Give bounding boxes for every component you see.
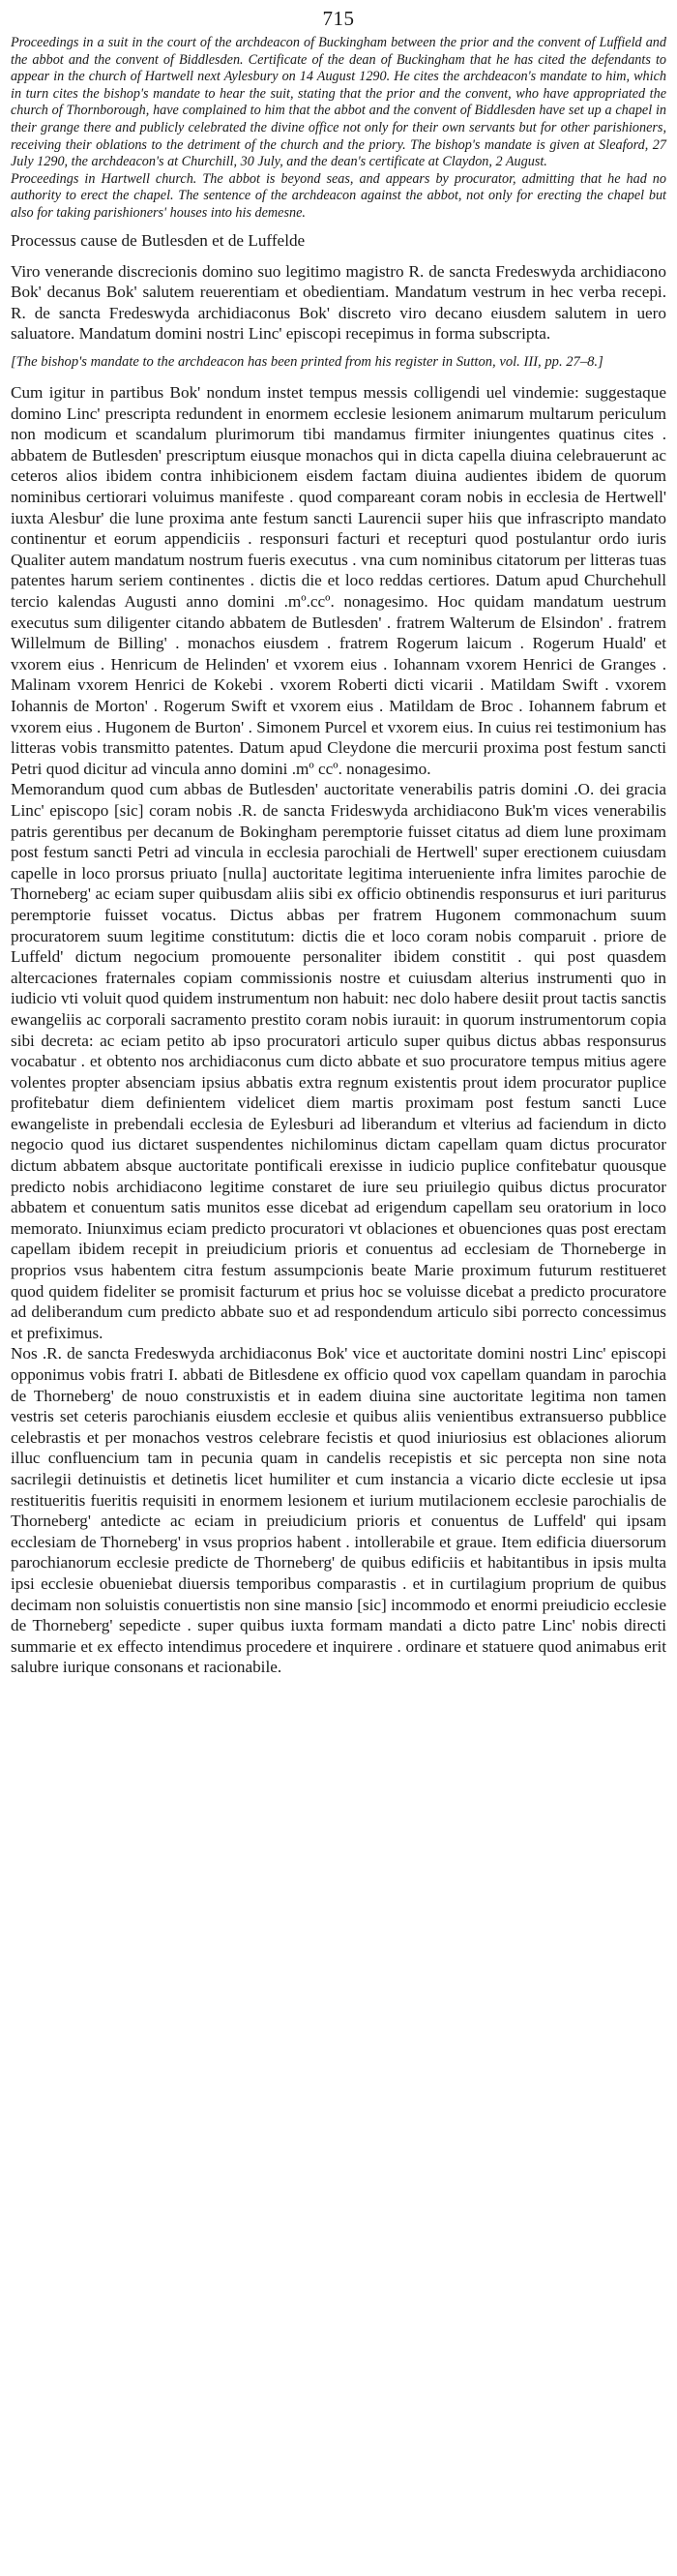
body-paragraph-1: Cum igitur in partibus Bok' nondum instet tempus messis colligendi uel vindemie: suggestaque domino Linc' prescripta redundent in enormem ecclesie lesionem animarum multarum periculum non modicum et scandalum plurimorum tibi mandamus firmiter iniungentes quatinus cites . abbatem de Butlesden' prescriptum eiusque monachos qui in dicta capella diuina celebrauerunt ac ceteros alios ibidem contra inhibicionem eisdem factam diuina audientes ibidem de quorum nominibus certiorari voluimus manifeste . quod compareant coram nobis in ecclesia de Hertwell' iuxta Alesbur' die lune proxima ante festum sancti Laurencii super hiis que infrascripto mandato continentur et eorum appendiciis . responsuri facturi et recepturi quod postulantur ordo iuris Qualiter autem mandatum nostrum fueris executus . vna cum nominibus citatorum per litteras tuas patentes harum seriem continentes . dictis die et loco reddas certiores. Datum apud Churchehull tercio kalendas Augusti anno domini .mº.ccº. nonagesimo. Hoc quidam mandatum uestrum executus sum diligenter citando abbatem de Butlesden' . fratrem Walterum de Elsindon' . fratrem Willelmum de Billing' . monachos eiusdem . fratrem Rogerum laicum . Rogerum Huald' et vxorem eius . Henricum de Helinden' et vxorem eius . Iohannam vxorem Henrici de Granges . Malinam vxorem Henrici de Kokebi . vxorem Roberti dicti vicarii . Matildam Swift . vxorem Iohannis de Morton' . Rogerum Swift et vxorem eius . Matildam de Broc . Iohannem fabrum et vxorem eius . Hugonem de Burton' . Simonem Purcel et vxorem eius. In cuius rei testimonium has litteras vobis transmitto patentes. Datum apud Cleydone die mercurii proxima post festum sancti Petri quod dicitur ad vincula anno domini .mº ccº. nonagesimo. [11, 383, 666, 778]
opening-paragraph: Viro venerande discrecionis domino suo legitimo magistro R. de sancta Fredeswyda archidiacono Bok' decanus Bok' salutem reuerentiam et obedientiam. Mandatum vestrum in hec verba recepi. R. de sancta Fredeswyda archidiaconus Bok' discreto viro decano eiusdem salutem in uero saluatore. Mandatum domini nostri Linc' episcopi recepimus in forma subscripta. [11, 261, 666, 344]
page-number: 715 [322, 7, 355, 30]
editorial-note: [The bishop's mandate to the archdeacon has been printed from his register in Sutton, vol. III, pp. 27–8.] [11, 353, 603, 370]
body-paragraph-3: Nos .R. de sancta Fredeswyda archidiaconus Bok' vice et auctoritate domini nostri Linc' episcopi opponimus vobis fratri I. abbati de Bitlesdene ex officio quod vox capellam quandam in parochia de Thorneberg' de nouo construxistis et in eadem diuina sine auctoritate legitima non tamen vestris set ceteris parochianis eiusdem ecclesie et quibus aliis venientibus extransuerso pubblice celebrastis et per monachos vestros celebrare fecistis et quod iniuriosius est oblaciones aliorum illuc confluencium tam in pecunia quam in candelis recepistis et sic percepta non sine nota sacrilegii detinuistis et detinetis licet humiliter et cum instancia a vicario dicte ecclesie ut ipsa restitueritis fueritis requisiti in enormem lesionem et iurium mutilacionem ecclesie parochialis de Thorneberg' antedicte ac eciam in preiudicium prioris et conuentus de Luffeld' qui ipsam ecclesiam de Thorneberg' in vsus proprios habent . intollerabile et graue. Item edificia diuersorum parochianorum ecclesie predicte de Thorneberg' de quibus edificiis et habitantibus in ipsis multa ipsi ecclesie obueniebat diuersis temporibus comparastis . et in curtilagium proprium de quibus decimam non soluistis conuertistis non sine mansio [sic] incommodo et enormi preiudicio ecclesie de Thorneberg' sepedicte . super quibus iuxta formam mandati a dicto patre Linc' nobis directi summarie et ex effecto intendimus procedere et inquirere . ordinare et statuere quod animabus erit salubre iurique consonans et racionabile. [11, 1344, 666, 1677]
summary-paragraph-2: Proceedings in Hartwell church. The abbot is beyond seas, and appears by procurator, admitting that he had no authority to erect the chapel. The sentence of the archdeacon against the abbot, not only for erecting the chapel but also for taking parishioners' houses into his demesne. [11, 170, 666, 221]
summary-paragraph-1: Proceedings in a suit in the court of the archdeacon of Buckingham between the prior and the convent of Luffield and the abbot and the convent of Biddlesden. Certificate of the dean of Buckingham that he has cited the defendants to appear in the church of Hartwell next Aylesbury on 14 August 1290. He cites the archdeacon's mandate to him, which in turn cites the bishop's mandate to hear the suit, stating that the prior and the convent, who have appropriated the church of Thornborough, have complained to him that the abbot and the convent of Biddlesden have set up a chapel in their grange there and publicly celebrated the divine office not only for their own servants but for other parishioners, receiving their oblations to the detriment of the church and the priory. The bishop's mandate is given at Sleaford, 27 July 1290, the archdeacon's at Churchill, 30 July, and the dean's certificate at Claydon, 2 August. [11, 35, 666, 170]
section-title: Processus cause de Butlesden et de Luffelde [11, 230, 306, 250]
summary-block [11, 35, 666, 223]
body-paragraph-2: Memorandum quod cum abbas de Butlesden' auctoritate venerabilis patris domini .O. dei gracia Linc' episcopo [sic] coram nobis .R. de sancta Frideswyda archidiacono Buk'm vices venerabilis patris gerentibus per decanum de Bokingham peremptorie fuisset citatus ad diem lune proximam post festum sancti Petri ad vincula in ecclesia parochiali de Hertwell' super erectionem cuiusdam capelle in loco prorsus priuato [nulla] auctoritate legitima interueniente infra limites parochie de Thorneberg' ac eciam super quibusdam aliis sibi ex officio obtinendis responsurus et iuri pariturus peremptorie fuisset vocatus. Dictus abbas per fratrem Hugonem commonachum suum procuratorem suum legitime constitutum: dictis die et loco coram nobis comparuit . priore de Luffeld' dictum negocium promouente personaliter ibidem constitit . qui post quasdem altercaciones fraternales copiam commissionis nostre et cuiusdam alterius instrumenti quo in iudicio vti voluit quod quidem instrumentum non habuit: nec dolo habere desiit prout tactis sanctis ewangeliis ac corporali sacramento prestito coram nobis iurauit: in quorum instrumentorum copia sibi decreta: ac eciam petito ab ipso procuratori articulo super quibus dictus abbas responsurus vocabatur . et obtento nos archidiaconus cum dicto abbate et suo procuratore tempus mitius agere volentes propter absenciam ipsius abbatis extra regnum existentis prout idem procurator puplice profitebatur diem definientem videlicet diem martis proximam post festum sancti Luce ewangeliste in prebendali ecclesia de Eylesburi ad liberandum et vlterius ad faciendum in dicto negocio quod ius dictaret suspendentes nichilominus dictam capellam quam dictus procurator dictum abbatem absque auctoritate pontificali erexisse in iudicio puplice confitebatur quousque predicto nobis archidiacono legitime constaret de iure seu priuilegio quibus dictus procurator abbatem et conuentum satis munitos esse dicebat ad erigendum capellam seu oratorium in loco memorato. Iniunximus eciam predicto procuratori vt oblaciones et obuenciones quas post erectam capellam ibidem recepit in preiudicium prioris et conuentus ad ecclesiam de Thorneberge in proprios vsus habentem citra festum assumpcionis beate Marie proximum futurum restitueret quod quidem fideliter se promisit facturum et prius hoc se voluisse dicebat a predicto procuratore ad deliberandum cum predicto abbate suo et ad respondendum articulo sibi porrecto concessimus et prefiximus. [11, 780, 666, 1342]
